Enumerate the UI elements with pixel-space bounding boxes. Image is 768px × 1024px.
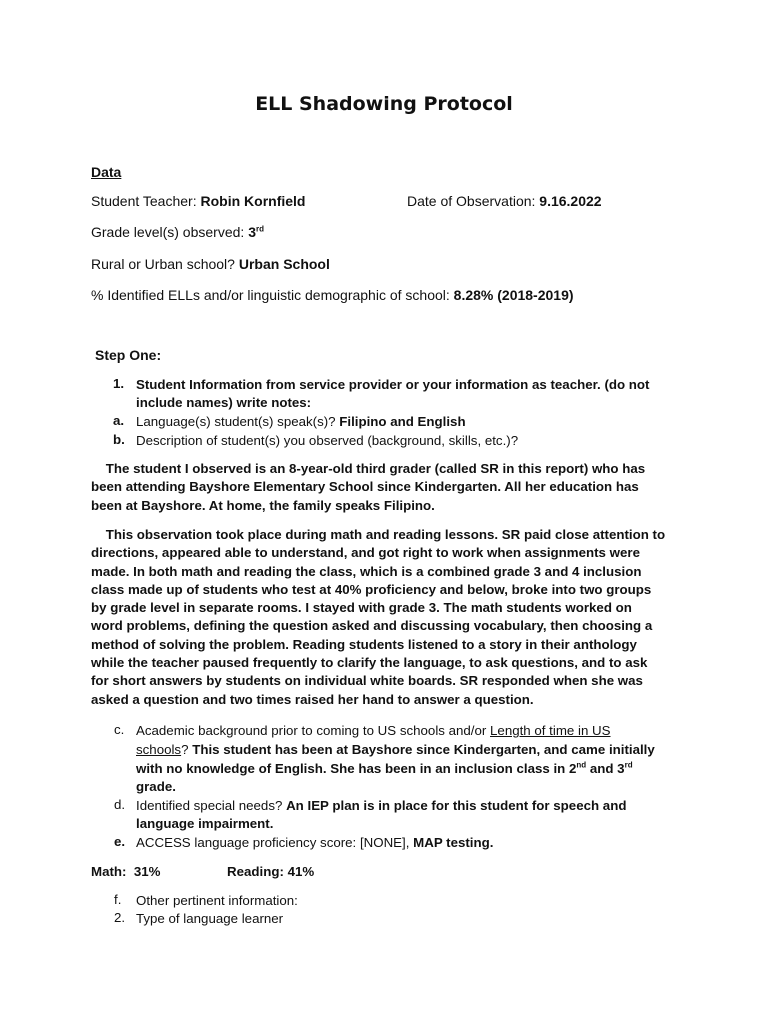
paragraph-line: class made up of students who test at 40% proficiency and below, broke into two groups xyxy=(91,581,652,597)
access-score-field: ACCESS language proficiency score: [NONE], MAP testing. xyxy=(136,835,494,850)
paragraph-line: asked a question and two times raised her hand to answer a question. xyxy=(91,691,534,707)
student-teacher-field: Student Teacher: Robin Kornfield xyxy=(91,193,306,209)
paragraph-line: directions, appeared able to understand, and got right to work when assignments were xyxy=(91,545,640,561)
student-description-prompt: Description of student(s) you observed (background, skills, etc.)? xyxy=(136,433,519,448)
observation-paragraph-2 xyxy=(91,526,691,709)
paragraph-line: word problems, defining the question asked and discussing vocabulary, then choosing a xyxy=(91,618,653,634)
academic-background-line2: schools? This student has been at Bayshore since Kindergarten, and came initially xyxy=(136,742,655,757)
list-marker-d: d. xyxy=(114,797,126,812)
list-marker-2: 2. xyxy=(114,910,126,925)
languages-spoken-field: Language(s) student(s) speak(s)? Filipino and English xyxy=(136,414,466,429)
paragraph-line: made. In both math and reading the class, which is a combined grade 3 and 4 inclusion xyxy=(91,563,642,579)
paragraph-line: This observation took place during math and reading lessons. SR paid close attention to xyxy=(91,527,666,542)
date-of-observation-field: Date of Observation: 9.16.2022 xyxy=(407,193,602,209)
math-score: Math: 31% xyxy=(91,864,161,879)
list-marker-e: e. xyxy=(114,834,126,849)
paragraph-line: by grade level in separate rooms. I stayed with grade 3. The math students worked on xyxy=(91,600,632,616)
paragraph-line: been attending Bayshore Elementary School since Kindergarten. All her education has xyxy=(91,479,639,495)
academic-background-line4: grade. xyxy=(136,779,176,794)
page-title: ELL Shadowing Protocol xyxy=(255,93,513,115)
other-info-prompt: Other pertinent information: xyxy=(136,893,298,908)
academic-background-line3: with no knowledge of English. She has been in an inclusion class in 2nd and 3rd xyxy=(136,760,633,776)
step-one-item-1-line1: Student Information from service provider or your information as teacher. (do not xyxy=(136,377,650,392)
length-of-time-link-cont[interactable]: schools xyxy=(136,742,182,757)
step-one-heading: Step One: xyxy=(95,347,162,363)
observation-paragraph-1 xyxy=(91,460,691,515)
special-needs-line2: language impairment. xyxy=(136,816,274,831)
special-needs-line1: Identified special needs? An IEP plan is in place for this student for speech and xyxy=(136,798,627,813)
list-marker-1: 1. xyxy=(113,376,125,391)
list-marker-f: f. xyxy=(114,892,122,907)
list-marker-b: b. xyxy=(113,432,125,447)
list-marker-a: a. xyxy=(113,413,125,428)
paragraph-line: The student I observed is an 8-year-old third grader (called SR in this report) who has xyxy=(91,461,646,476)
rural-urban-field: Rural or Urban school? Urban School xyxy=(91,256,330,272)
grade-level-field: Grade level(s) observed: 3rd xyxy=(91,224,264,240)
list-marker-c: c. xyxy=(114,722,125,737)
step-one-item-1-line2: include names) write notes: xyxy=(136,395,312,410)
paragraph-line: been at Bayshore. At home, the family speaks Filipino. xyxy=(91,497,435,513)
paragraph-line: method of solving the problem. Reading students listened to a story in their anthology xyxy=(91,636,637,652)
length-of-time-link[interactable]: Length of time in US xyxy=(490,723,611,738)
academic-background-line1: Academic background prior to coming to US schools and/or Length of time in US xyxy=(136,723,611,738)
reading-score: Reading: 41% xyxy=(227,864,315,879)
ell-percentage-field: % Identified ELLs and/or linguistic demographic of school: 8.28% (2018-2019) xyxy=(91,287,574,303)
language-learner-type-prompt: Type of language learner xyxy=(136,911,284,926)
data-heading: Data xyxy=(91,164,122,180)
paragraph-line: for short answers by students on individual white boards. SR responded when she was xyxy=(91,673,643,689)
paragraph-line: while the teacher paused frequently to clarify the language, to ask questions, and to ask xyxy=(91,655,648,671)
